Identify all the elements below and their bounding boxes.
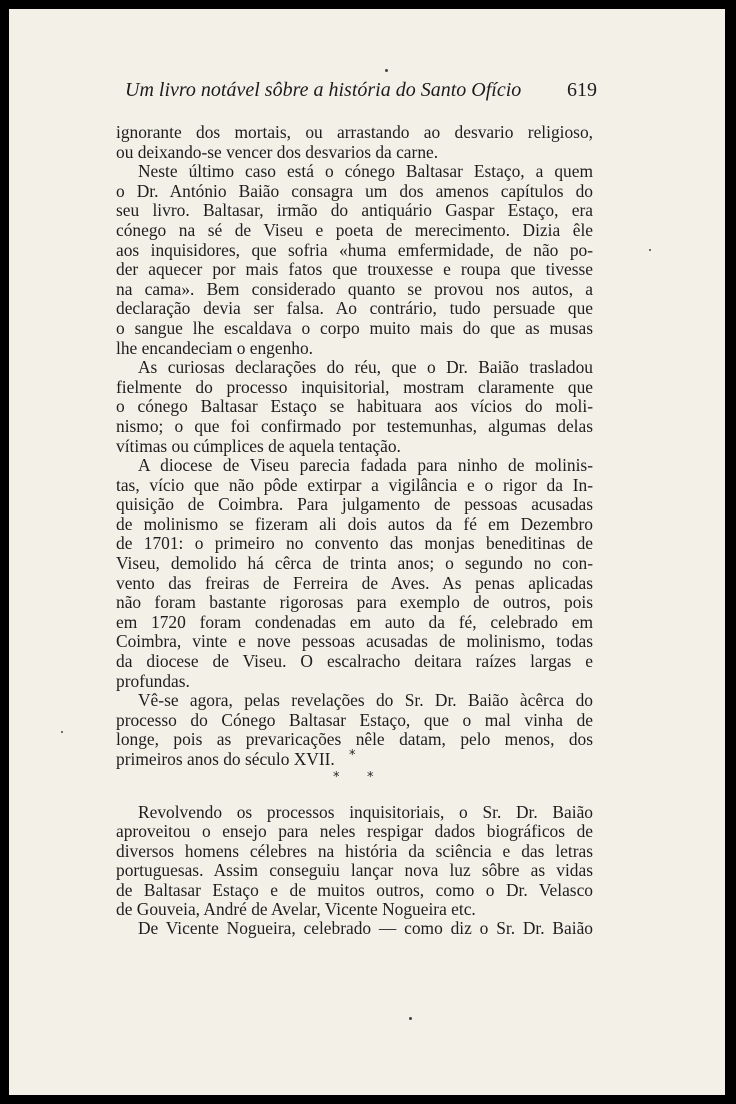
- paragraph-start-line: As curiosas declarações do réu, que o Dr. Baião trasladou: [138, 357, 593, 378]
- text-line: na cama». Bem considerado quanto se provou nos autos, a: [116, 278, 593, 299]
- text-line: nismo; o que foi confirmado por testemunhas, algumas delas: [116, 415, 593, 436]
- text-line: aproveitou o ensejo para neles respigar dados biográficos de: [116, 821, 593, 842]
- text-line: de Gouveia, André de Avelar, Vicente Nogueira etc.: [116, 898, 476, 919]
- text-line: não foram bastante rigorosas para exemplo de outros, pois: [116, 592, 593, 613]
- book-page: [9, 9, 725, 1095]
- text-line: Coimbra, vinte e nove pessoas acusadas de molinismo, todas: [116, 631, 593, 652]
- running-head: [117, 79, 597, 109]
- text-line: ou deixando-se vencer dos desvarios da carne.: [116, 141, 439, 162]
- text-line: declaração devia ser falsa. Ao contrário, tudo persuade que: [116, 298, 593, 319]
- text-line: processo do Cónego Baltasar Estaço, que o mal vinha de: [116, 709, 593, 730]
- scan-speck: [385, 69, 388, 72]
- text-line: Viseu, demolido há cêrca de trinta anos; o segundo no con-: [116, 553, 593, 574]
- text-line: de molinismo se fizeram ali dois autos da fé em Dezembro: [116, 513, 593, 534]
- separator-asterisk: *: [367, 770, 374, 785]
- text-line: o sangue lhe escaldava o corpo muito mais do que as musas: [116, 317, 593, 338]
- text-line: de 1701: o primeiro no convento das monjas beneditinas de: [116, 533, 593, 554]
- separator-asterisk: *: [349, 748, 356, 763]
- text-line: portuguesas. Assim conseguiu lançar nova luz sôbre as vidas: [116, 860, 593, 881]
- text-line: de Baltasar Estaço e de muitos outros, como o Dr. Velasco: [116, 879, 593, 900]
- text-line: der aquecer por mais fatos que trouxesse e roupa que tivesse: [116, 259, 593, 280]
- text-line: vento das freiras de Ferreira de Aves. As penas aplicadas: [116, 572, 593, 593]
- paragraph-start-line: A diocese de Viseu parecia fadada para ninho de molinis-: [138, 455, 593, 476]
- paragraph-start-line: Revolvendo os processos inquisitoriais, o Sr. Dr. Baião: [138, 802, 593, 822]
- text-line: vítimas ou cúmplices de aquela tentação.: [116, 435, 401, 456]
- text-line: diversos homens célebres na história da sciência e das letras: [116, 840, 593, 861]
- paragraph-start-line: Vê-se agora, pelas revelações do Sr. Dr. Baião àcêrca do: [138, 690, 593, 711]
- text-line: cónego na sé de Viseu e poeta de merecimento. Dizia êle: [116, 219, 593, 240]
- scan-speck: [61, 731, 63, 733]
- text-line: em 1720 foram condenadas em auto da fé, celebrado em: [116, 611, 593, 632]
- paragraph-start-line: Neste último caso está o cónego Baltasar Estaço, a quem: [138, 161, 593, 182]
- scan-speck: [409, 1017, 412, 1020]
- text-line: fielmente do processo inquisitorial, mostram claramente que: [116, 376, 593, 397]
- body-text-continued: [116, 803, 593, 939]
- text-line: profundas.: [116, 670, 190, 691]
- text-line: primeiros anos do século XVII.: [116, 749, 335, 769]
- text-line: quisição de Coimbra. Para julgamento de pessoas acusadas: [116, 494, 593, 515]
- text-line: lhe encandeciam o engenho.: [116, 337, 314, 358]
- paragraph-start-line: De Vicente Nogueira, celebrado — como diz o Sr. Dr. Baião: [138, 918, 593, 939]
- text-line: aos inquisidores, que sofria «huma emfermidade, de não po-: [116, 239, 593, 260]
- section-separator: [309, 744, 409, 796]
- text-line: longe, pois as prevaricações nêle datam, pelo menos, dos: [116, 729, 593, 750]
- text-line: o Dr. António Baião consagra um dos amenos capítulos do: [116, 180, 593, 201]
- separator-asterisk: *: [333, 770, 340, 785]
- page-number: 619: [567, 79, 597, 101]
- text-line: seu livro. Baltasar, irmão do antiquário Gaspar Estaço, era: [116, 200, 593, 221]
- scan-speck: [649, 249, 651, 251]
- text-line: ignorante dos mortais, ou arrastando ao desvario religioso,: [116, 122, 593, 142]
- running-head-title: Um livro notável sôbre a história do Santo Ofício: [125, 79, 522, 101]
- body-text: [116, 123, 593, 770]
- text-line: da diocese de Viseu. O escalracho deitara raízes largas e: [116, 651, 593, 672]
- text-line: tas, vício que não pôde extirpar a vigilância e o rigor da In-: [116, 474, 593, 495]
- text-line: o cónego Baltasar Estaço se habituara aos vícios do moli-: [116, 396, 593, 417]
